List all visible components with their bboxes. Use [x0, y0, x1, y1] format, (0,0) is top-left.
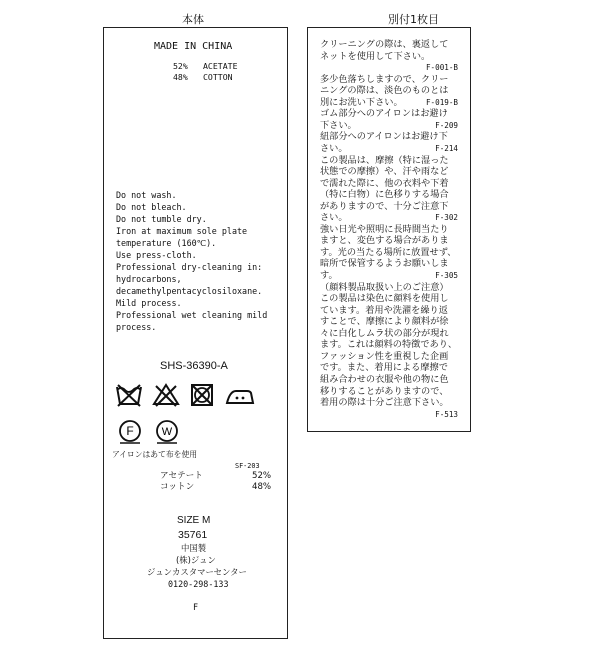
no-tumble-dry-icon — [190, 383, 214, 407]
phone-number: 0120-298-133 — [168, 579, 229, 589]
extra-label-line: がありますので、十分ご注意下 — [320, 200, 449, 212]
extra-label-line: 々に白化しムラ状の部分が現れ — [320, 327, 449, 339]
extra-label-line: す。 — [320, 270, 338, 281]
care-line: Do not bleach. — [116, 202, 187, 212]
extra-label-line: 暗所で保管するようお願いしま — [320, 258, 449, 270]
extra-label-line: 強い日光や照明に長時間当たり — [320, 223, 449, 235]
care-line: Iron at maximum sole plate — [116, 226, 248, 236]
extra-care-label — [307, 27, 471, 432]
composition-material-2: COTTON — [203, 72, 233, 82]
product-code: SHS-36390-A — [160, 360, 228, 372]
extra-label-line: 組み合わせの衣服や他の物に色 — [320, 373, 449, 385]
jp-material-2: コットン — [160, 482, 195, 492]
extra-label-code: F-513 — [435, 409, 458, 419]
jp-percent-1: 52% — [252, 471, 272, 481]
composition-material-1: ACETATE — [203, 61, 238, 71]
extra-label-code: F-214 — [435, 143, 458, 153]
no-wash-icon — [115, 383, 143, 407]
care-line: Do not tumble dry. — [116, 214, 207, 224]
extra-label-line: すことで、摩擦により顔料が徐 — [320, 316, 449, 328]
extra-label-line: ています。着用や洗濯を繰り返 — [320, 304, 448, 316]
extra-label-code: F-305 — [435, 271, 458, 280]
extra-label-code: F-001-B — [425, 63, 458, 73]
extra-label-heading: 別付1枚目 — [388, 13, 439, 26]
extra-label-line: 紐部分へのアイロンはお避け下 — [320, 131, 448, 143]
dry-clean-letter: F — [126, 424, 134, 438]
no-bleach-icon — [152, 383, 180, 407]
extra-label-line: クリーニングの際は、裏返して — [320, 39, 449, 50]
care-line: hydrocarbons, — [116, 274, 182, 284]
main-label-heading: 本体 — [182, 13, 204, 26]
customer-center: ジュンカスタマーセンター — [147, 567, 247, 577]
style-number: 35761 — [178, 529, 208, 541]
extra-label-line: 状態での摩擦）や、汗や雨など — [320, 166, 449, 178]
extra-label-line: （特に白物）に色移りする場合 — [320, 189, 449, 201]
care-line: Mild process. — [116, 298, 182, 308]
extra-label-line: ますと、変色する場合がありま — [320, 235, 449, 247]
extra-label-line: さい。 — [320, 212, 348, 224]
extra-label-code: F-209 — [435, 120, 458, 130]
origin-text: MADE IN CHINA — [154, 41, 233, 52]
size-text: SIZE M — [177, 515, 211, 526]
extra-label-line: 下さい。 — [320, 119, 357, 131]
extra-label-line: 着用の際は十分ご注意下さい。 — [320, 397, 449, 409]
care-line: decamethylpentacyclosiloxane. — [116, 286, 263, 296]
wet-clean-letter: W — [161, 426, 173, 438]
iron-medium-icon — [224, 383, 256, 407]
extra-label-line: この製品は、摩擦（特に湿った — [320, 154, 449, 166]
composition-percent-1: 52% — [173, 61, 188, 71]
composition-percent-2: 48% — [173, 72, 188, 82]
made-in-jp: 中国製 — [181, 543, 207, 553]
main-care-label — [103, 27, 288, 639]
extra-label-line: さい。 — [320, 142, 348, 154]
extra-label-line: ます。これは顔料の特徴であり、 — [320, 339, 458, 351]
extra-label-line: で濡れた際に、他の衣料や下着 — [320, 177, 449, 189]
extra-label-line: （顔料製品取扱い上のご注意） — [320, 281, 449, 293]
jp-percent-2: 48% — [252, 482, 272, 492]
care-line: Do not wash. — [116, 190, 177, 200]
extra-label-code: F-019-B — [425, 97, 458, 107]
extra-label-line: ファッション性を重視した企画 — [320, 350, 449, 362]
care-line: Professional dry-cleaning in: — [116, 262, 263, 272]
jp-material-1: アセテート — [160, 471, 203, 481]
extra-label-line: す。光の当たる場所に放置せず、 — [320, 246, 457, 258]
dry-clean-f-icon — [117, 419, 143, 445]
care-line: Professional wet cleaning mild — [116, 310, 268, 320]
care-line: temperature (160℃). — [116, 238, 217, 248]
extra-label-line: ネットを使用して下さい。 — [320, 50, 431, 62]
footer-letter: F — [193, 602, 199, 612]
wet-clean-w-icon — [154, 419, 180, 445]
care-line: process. — [116, 322, 157, 332]
iron-note: アイロンはあて布を使用 — [112, 450, 198, 459]
extra-label-line: ゴム部分へのアイロンはお避け — [320, 108, 448, 120]
extra-label-line: 移りすることがありますので、 — [320, 385, 449, 397]
extra-label-line: この製品は染色に顔料を使用し — [320, 293, 449, 305]
sf-code: SF-203 — [235, 462, 260, 470]
extra-label-line: 別にお洗い下さい。 — [320, 96, 403, 108]
extra-label-line: です。また、着用による摩擦で — [320, 362, 448, 374]
extra-label-line: 多少色落ちしますので、クリー — [320, 73, 449, 85]
care-line: Use press-cloth. — [116, 250, 197, 260]
extra-label-code: F-302 — [435, 213, 458, 223]
extra-label-line: ニングの際は、淡色のものとは — [320, 85, 449, 97]
company-name: (株)ジュン — [176, 555, 216, 565]
